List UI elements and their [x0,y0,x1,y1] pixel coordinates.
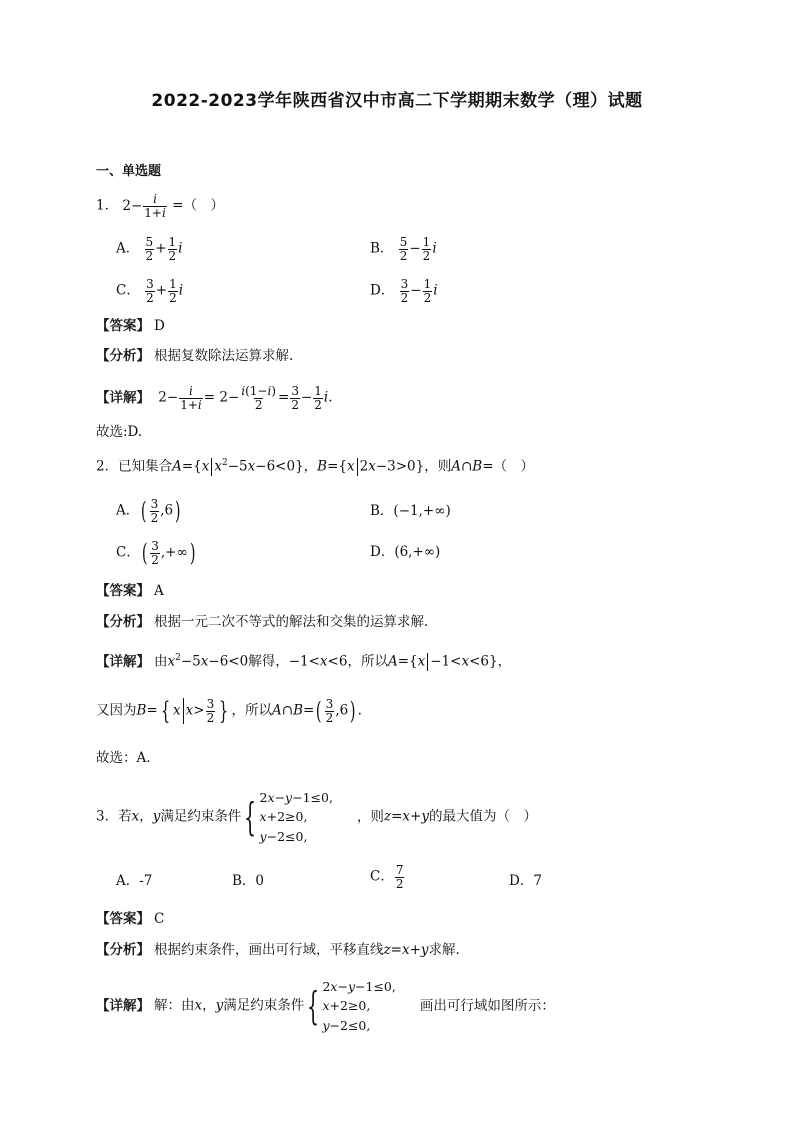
section-heading: 一、单选题 [96,164,162,179]
q1-option-d: D． $\frac{3}{2}$ − $\frac{1}{2}$ i [370,277,438,305]
q2-detail-line2: 又因为B= { x x> $\frac{3}{2}$ } ，所以A∩B=( $\frac{3}{2}$ ,6) . [96,697,362,726]
q2-answer: 【答案】 A [96,583,164,599]
q1-analysis: 【分析】 根据复数除法运算求解. [96,348,294,364]
q3-stem: 3．若x，y满足约束条件{ 2x−y−1≤0, x+2≥0, y−2≤0, ，则z=x+y的最大值为（ ） [96,790,537,844]
q1-detail: 【详解】 2− $\frac{i}{1+i}$ = 2− $\frac{i(1-i)}{2}$ = $\frac{3}{2}$ − $\frac{1}{2}$ i. [96,384,333,412]
exam-title: 2022-2023学年陕西省汉中市高二下学期期末数学（理）试题 [151,91,643,111]
q2-option-c: C．( $\frac{3}{2}$ ,+∞) [116,539,196,568]
q3-option-d: D．7 [509,873,542,889]
q3-answer: 【答案】 C [96,911,165,927]
q2-analysis: 【分析】 根据一元二次不等式的解法和交集的运算求解. [96,614,429,630]
q3-option-a: A．-7 [116,873,153,889]
q2-stem: 2．已知集合A={x $x^2-5x-6<0$}，B={x 2x−3>0}，则A∩B=（ ） [96,458,535,475]
q2-option-a: A．( $\frac{3}{2}$ ,6) [116,497,181,526]
q1-option-c: C． $\frac{3}{2}$ + $\frac{1}{2}$ i [116,277,184,305]
q2-conclusion: 故选：A. [96,750,151,766]
q3-option-b: B．0 [232,873,265,889]
q1-option-b: B． $\frac{5}{2}$ − $\frac{1}{2}$ i [370,235,437,263]
q1-blank: =（ ） [172,197,224,214]
q2-option-b: B．(−1,+∞) [370,503,451,519]
q1-expression: 2− $\frac{i}{1+i}$ [122,192,166,220]
q3-option-c: C． $\frac{7}{2}$ [370,863,404,891]
q1-stem [96,193,224,219]
q1-number: 1． [96,197,119,214]
q1-conclusion: 故选:D. [96,424,143,440]
q1-option-a: A． $\frac{5}{2}$ + $\frac{1}{2}$ i [116,235,183,263]
q2-option-d: D．(6,+∞) [370,544,441,560]
q2-detail-line1: 【详解】 由$x^2-5x-6<0$解得，−1<x<6，所以A={x −1<x<6}， [96,653,512,670]
q1-answer: 【答案】 D [96,318,165,334]
q3-detail: 【详解】 解：由x，y满足约束条件{ 2x−y−1≤0, x+2≥0, y−2≤0, 画出可行域如图所示： [96,979,555,1033]
q3-analysis: 【分析】 根据约束条件，画出可行域，平移直线z=x+y求解. [96,942,460,958]
